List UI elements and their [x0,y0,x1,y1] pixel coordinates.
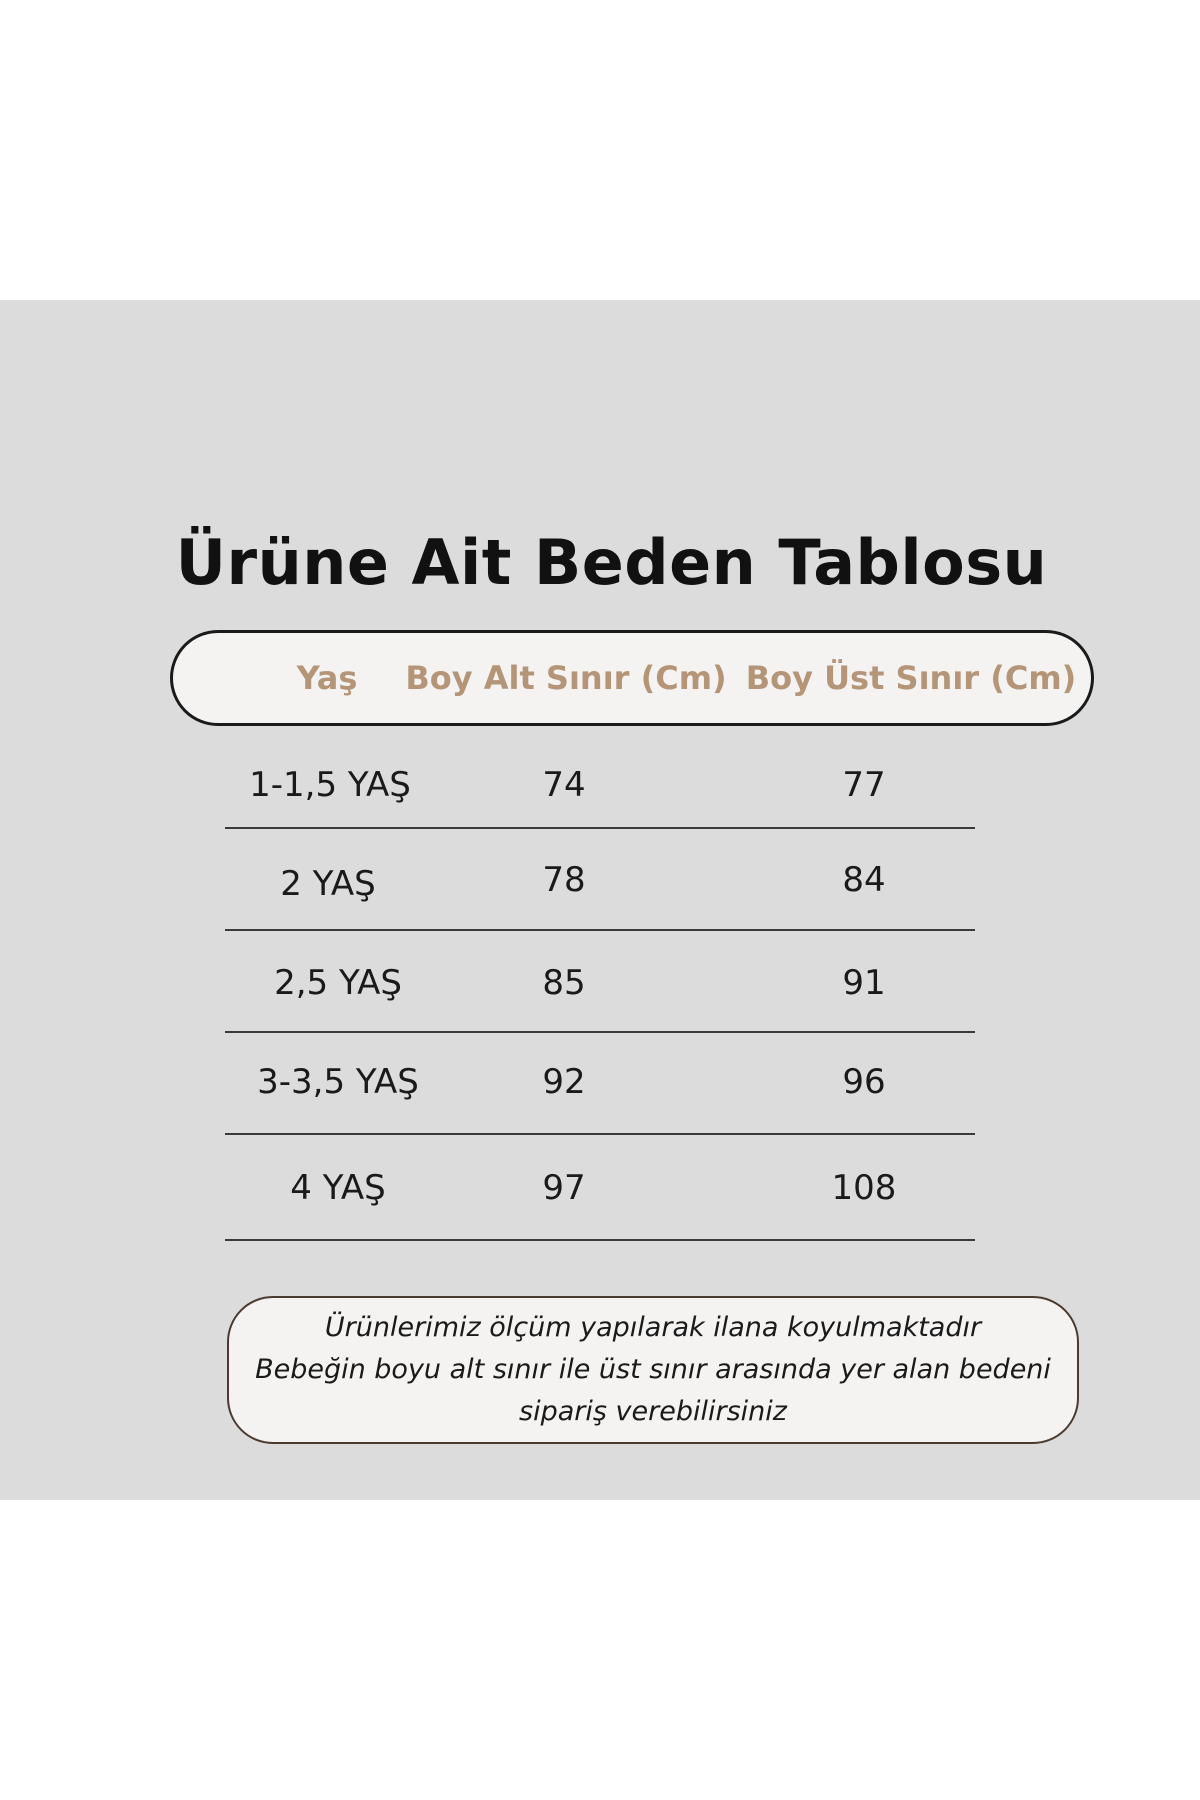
page-title: Ürüne Ait Beden Tablosu [175,526,1048,599]
row-5-min-height: 97 [542,1168,586,1208]
row-4-max-height: 96 [842,1062,886,1102]
header-min-height: Boy Alt Sınır (Cm) [405,659,727,697]
row-2-max-height: 84 [842,860,886,900]
row-divider [225,1239,975,1241]
row-3-max-height: 91 [842,963,886,1003]
row-1-max-height: 77 [842,765,886,805]
row-2-min-height: 78 [542,860,586,900]
header-age: Yaş [296,659,358,697]
row-1-age: 1-1,5 YAŞ [249,765,411,805]
note-line-1: Ürünlerimiz ölçüm yapılarak ilana koyulmaktadır [324,1312,982,1343]
row-2-age: 2 YAŞ [280,864,376,904]
row-divider [225,929,975,931]
row-4-age: 3-3,5 YAŞ [257,1062,419,1102]
note-line-2: Bebeğin boyu alt sınır ile üst sınır arasında yer alan bedeni [255,1354,1051,1385]
row-5-max-height: 108 [831,1168,897,1208]
row-3-min-height: 85 [542,963,586,1003]
row-divider [225,1133,975,1135]
row-1-min-height: 74 [542,765,586,805]
row-3-age: 2,5 YAŞ [274,963,402,1003]
table-header [170,630,1094,726]
info-note [227,1296,1079,1444]
note-line-3: sipariş verebilirsiniz [519,1396,787,1427]
row-5-age: 4 YAŞ [290,1168,386,1208]
header-max-height: Boy Üst Sınır (Cm) [745,659,1077,697]
row-4-min-height: 92 [542,1062,586,1102]
row-divider [225,827,975,829]
row-divider [225,1031,975,1033]
